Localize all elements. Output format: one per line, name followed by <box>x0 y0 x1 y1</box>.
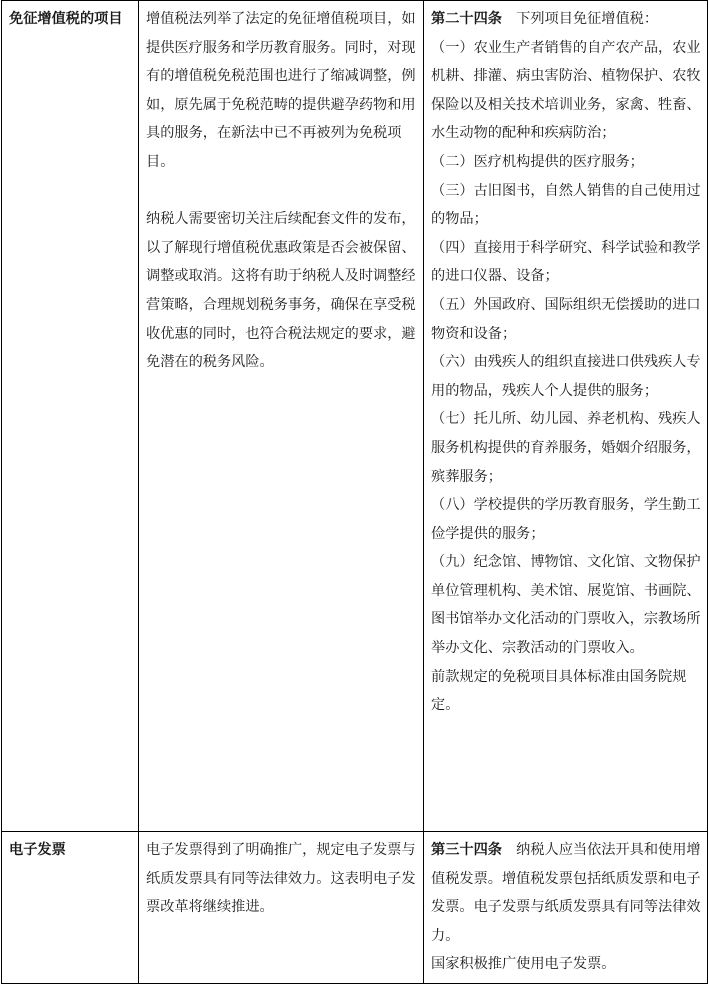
row-title: 电子发票 <box>9 842 66 858</box>
row-title-cell <box>2 832 139 984</box>
table-row <box>2 1 708 832</box>
article-intro-text: 纳税人应当依法开具和使用增值税发票。增值税发票包括纸质发票和电子发票。电子发票与纸质发票具有同等法律效力。 <box>431 842 701 944</box>
analysis-paragraph: 纳税人需要密切关注后续配套文件的发布，以了解现行增值税优惠政策是否会被保留、调整或取消。这将有助于纳税人及时调整经营策略，合理规划税务事务，确保在享受税收优惠的同时，也符合税法规定的要求，避免潜在的税务风险。 <box>146 211 416 371</box>
article-heading: 第二十四条 <box>431 11 502 27</box>
article-heading: 第三十四条 <box>431 842 502 858</box>
article-intro <box>431 836 702 950</box>
list-item: （六）由残疾人的组织直接进口供残疾人专用的物品，残疾人个人提供的服务； <box>431 354 701 399</box>
list-item: （七）托儿所、幼儿园、养老机构、残疾人服务机构提供的育养服务，婚姻介绍服务，殡葬服务； <box>431 411 701 485</box>
list-item: （五）外国政府、国际组织无偿援助的进口物资和设备； <box>431 296 701 342</box>
list-item: （八）学校提供的学历教育服务，学生勤工俭学提供的服务； <box>431 497 701 542</box>
article-cell <box>424 1 708 832</box>
list-item: （三）古旧图书，自然人销售的自己使用过的物品； <box>431 182 701 228</box>
article-closing: 国家积极推广使用电子发票。 <box>431 956 616 973</box>
analysis-paragraph: 电子发票得到了明确推广，规定电子发票与纸质发票具有同等法律效力。这表明电子发票改革将继续推进。 <box>146 842 416 916</box>
table-row <box>2 832 708 984</box>
list-item: （一）农业生产者销售的自产农产品，农业机耕、排灌、病虫害防治、植物保护、农牧保险以及相关技术培训业务，家禽、牲畜、水生动物的配种和疾病防治； <box>431 39 701 142</box>
row-title: 免征增值税的项目 <box>9 11 123 27</box>
row-title-cell <box>2 1 139 832</box>
article-intro <box>431 5 702 34</box>
analysis-cell <box>139 1 424 832</box>
list-item: （四）直接用于科学研究、科学试验和教学的进口仪器、设备； <box>431 239 701 285</box>
analysis-cell <box>139 832 424 984</box>
article-intro-text: 下列项目免征增值税： <box>501 11 659 27</box>
article-closing: 前款规定的免税项目具体标准由国务院规定。 <box>431 668 687 714</box>
analysis-paragraph: 增值税法列举了法定的免征增值税项目，如提供医疗服务和学历教育服务。同时，对现有的增值税免税范围也进行了缩减调整，例如，原先属于免税范畴的提供避孕药物和用具的服务，在新法中已不再被列为免税项目。 <box>146 11 416 170</box>
list-item: （九）纪念馆、博物馆、文化馆、文物保护单位管理机构、美术馆、展览馆、书画院、图书馆举办文化活动的门票收入，宗教场所举办文化、宗教活动的门票收入。 <box>431 554 701 657</box>
comparison-table <box>1 0 708 984</box>
article-cell <box>424 832 708 984</box>
list-item: （二）医疗机构提供的医疗服务； <box>431 153 644 170</box>
